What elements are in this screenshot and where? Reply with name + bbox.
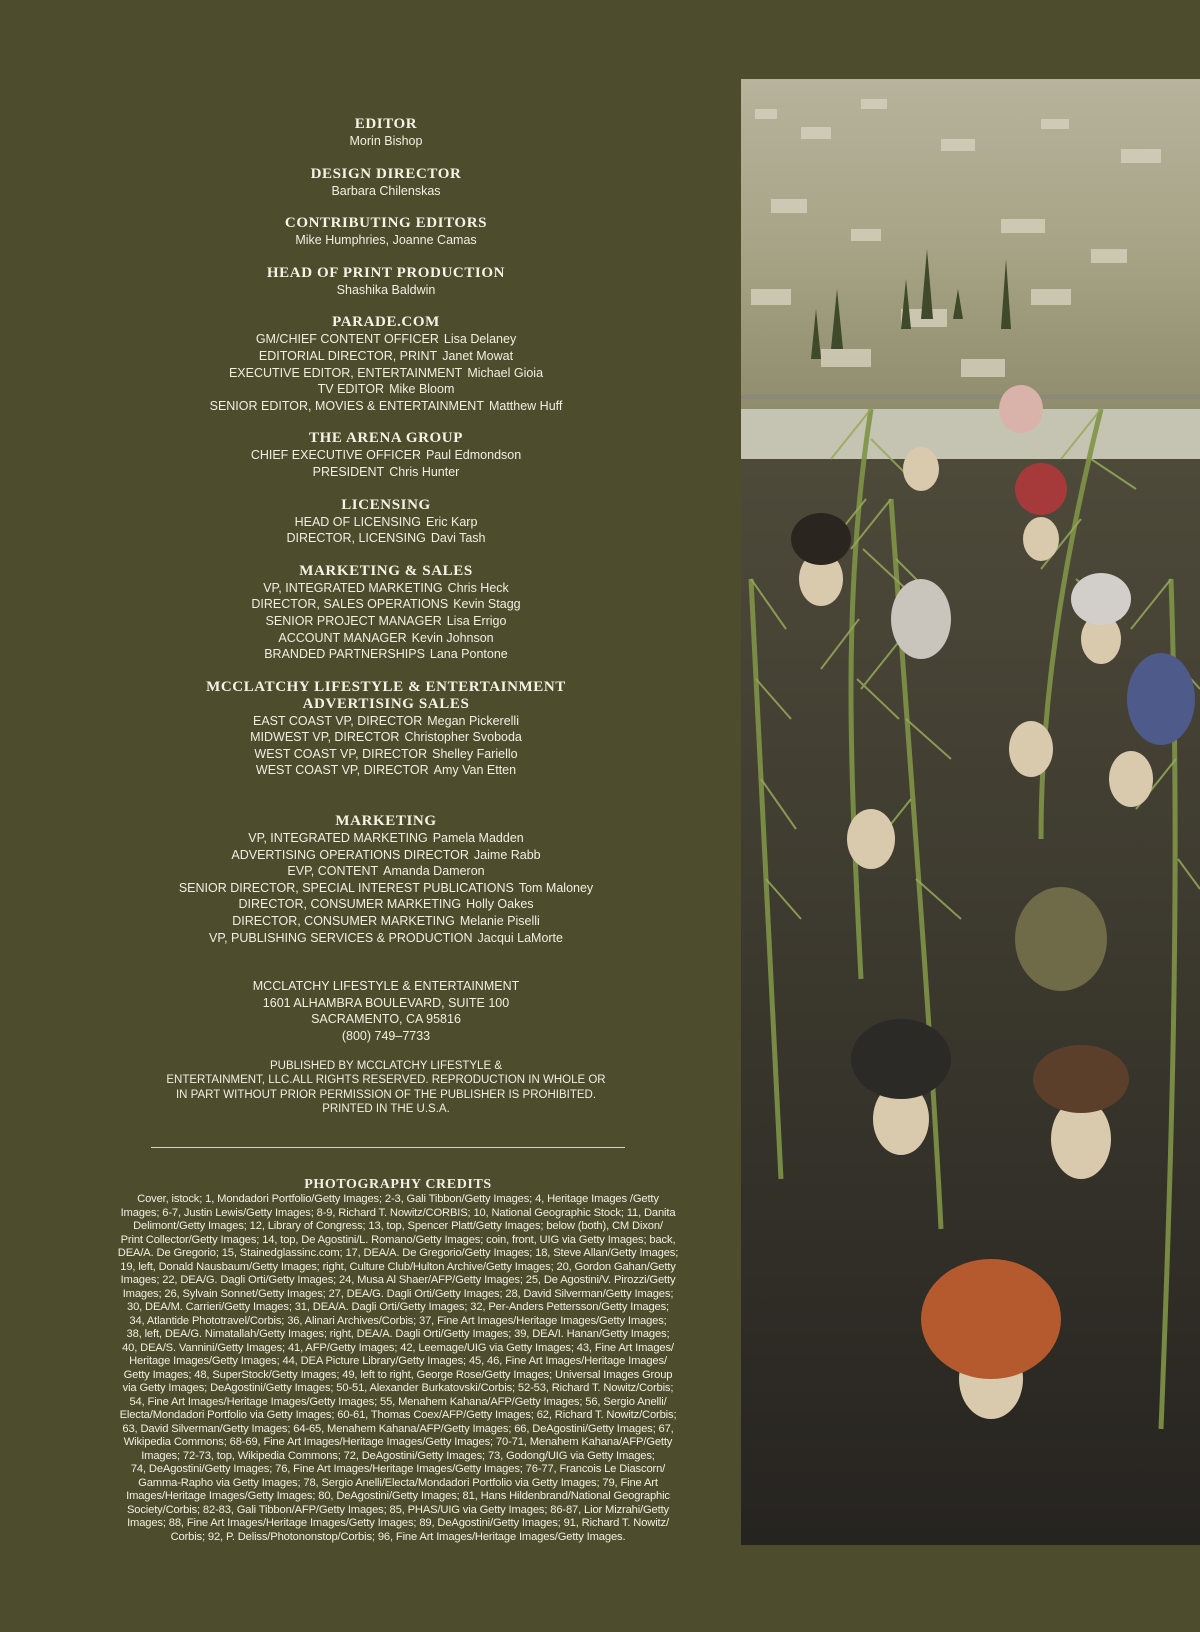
staff-line	[60, 232, 712, 249]
credits-line: Delimont/Getty Images; 12, Library of Congress; 13, top, Spencer Platt/Getty Images; below (both), CM Dixon/	[133, 1220, 663, 1232]
staff-role: ACCOUNT MANAGER	[278, 630, 407, 645]
credits-line: Society/Corbis; 82-83, Gali Tibbon/AFP/Getty Images; 85, PHAS/UIG via Getty Images; 86-87, Lior Mizrahi/Getty	[126, 1503, 669, 1516]
staff-name: Amy Van Etten	[433, 763, 517, 778]
section-marketing	[60, 813, 712, 946]
section-marketing-sales	[60, 563, 712, 663]
staff-line	[60, 183, 712, 200]
staff-name: Melanie Piselli	[459, 914, 540, 929]
credits-line: Images; 6-7, Justin Lewis/Getty Images; 8-9, Richard T. Nowitz/CORBIS; 10, National Geographic Stock; 11, Danita	[120, 1206, 676, 1219]
section-title: MARKETING	[335, 813, 437, 830]
staff-role: WEST COAST VP, DIRECTOR	[254, 746, 428, 761]
legal-line: ENTERTAINMENT, LLC.ALL RIGHTS RESERVED. REPRODUCTION IN WHOLE OR	[166, 1074, 606, 1087]
staff-line	[60, 847, 712, 864]
staff-role: SENIOR DIRECTOR, SPECIAL INTEREST PUBLICATIONS	[178, 880, 514, 895]
staff-name: Mike Humphries, Joanne Camas	[295, 233, 477, 248]
staff-name: Morin Bishop	[349, 134, 423, 148]
section-design-director	[60, 166, 712, 200]
staff-role: DIRECTOR, CONSUMER MARKETING	[232, 914, 455, 929]
credits-line: Heritage Images/Getty Images; 44, DEA Picture Library/Getty Images; 45, 46, Fine Art Images/Heritage Images/	[129, 1355, 667, 1367]
staff-role: CHIEF EXECUTIVE OFFICER	[250, 448, 421, 463]
staff-role: VP, PUBLISHING SERVICES & PRODUCTION	[209, 930, 473, 945]
credits-line: Print Collector/Getty Images; 14, top, De Agostini/L. Romano/Getty Images; coin, front, UIG via Getty Images; back,	[120, 1233, 676, 1246]
section-contributing-editors	[60, 215, 712, 249]
legal-notice	[60, 1059, 712, 1117]
staff-line	[60, 331, 712, 348]
credits-title: PHOTOGRAPHY CREDITS	[304, 1177, 492, 1192]
credits-line: Cover, istock; 1, Mondadori Portfolio/Getty Images; 2-3, Gali Tibbon/Getty Images; 4, Heritage Images /Getty	[137, 1193, 659, 1205]
staff-role: DIRECTOR, LICENSING	[286, 531, 426, 546]
staff-name: Jacqui LaMorte	[477, 930, 563, 945]
staff-line	[60, 896, 712, 913]
staff-name: Michael Gioia	[467, 365, 544, 380]
section-editor	[60, 116, 712, 150]
staff-name: Megan Pickerelli	[427, 713, 519, 728]
staff-line	[60, 381, 712, 398]
staff-line	[60, 282, 712, 299]
staff-line	[60, 762, 712, 779]
staff-role: PRESIDENT	[312, 464, 385, 479]
credits-line: Images/Heritage Images/Getty Images; 80, DeAgostini/Getty Images; 81, Hans Hildenbrand/National Geographic	[126, 1490, 670, 1502]
staff-line	[60, 398, 712, 415]
staff-line	[60, 348, 712, 365]
staff-line	[60, 464, 712, 481]
staff-role: HEAD OF LICENSING	[294, 514, 421, 529]
staff-line	[60, 646, 712, 663]
credits-line: Electa/Mondadori Portfolio via Getty Images; 60-61, Thomas Coex/AFP/Getty Images; 62, Richard T. Nowitz/Corbis;	[119, 1409, 677, 1421]
staff-name: Holly Oakes	[466, 897, 534, 912]
credits-line: Images; 88, Fine Art Images/Heritage Images/Getty Images; 89, DeAgostini/Getty Images; 91, Richard T. Nowitz/	[127, 1517, 669, 1529]
staff-role: EDITORIAL DIRECTOR, PRINT	[258, 348, 438, 363]
staff-line	[60, 365, 712, 382]
staff-line	[60, 596, 712, 613]
credits-line: 34, Atlantide Phototravel/Corbis; 36, Alinari Archives/Corbis; 37, Fine Art Images/Heritage Images/Getty Images;	[129, 1314, 667, 1327]
staff-line	[60, 713, 712, 730]
section-licensing	[60, 497, 712, 547]
credits-line: Wikipedia Commons; 68-69, Fine Art Images/Heritage Images/Getty Images; 70-71, Menahem Kahana/AFP/Getty	[123, 1436, 673, 1448]
staff-name: Lana Pontone	[429, 647, 508, 662]
credits-line: 54, Fine Art Images/Heritage Images/Getty Images; 55, Menahem Kahana/AFP/Getty Images; 56, Sergio Anelli/	[129, 1395, 667, 1408]
staff-line	[60, 630, 712, 647]
staff-line	[60, 580, 712, 597]
staff-name: Paul Edmondson	[425, 448, 522, 463]
photo-illustration	[741, 79, 1200, 1545]
staff-role: VP, INTEGRATED MARKETING	[263, 580, 443, 595]
credits-line: 19, left, Donald Nausbaum/Getty Images; right, Culture Club/Hulton Archive/Getty Images; 20, Gordon Gahan/Getty	[120, 1260, 676, 1273]
staff-role: ADVERTISING OPERATIONS DIRECTOR	[231, 847, 469, 862]
staff-name: Eric Karp	[426, 514, 478, 529]
staff-name: Lisa Errigo	[446, 613, 507, 628]
address-line: SACRAMENTO, CA 95816	[311, 1012, 461, 1027]
section-head-of-print	[60, 265, 712, 299]
staff-role: EVP, CONTENT	[287, 864, 379, 879]
staff-line	[60, 880, 712, 897]
legal-line: PRINTED IN THE U.S.A.	[322, 1103, 450, 1116]
staff-role: EXECUTIVE EDITOR, ENTERTAINMENT	[228, 365, 463, 380]
credits-body	[78, 1193, 718, 1544]
credits-line: Gamma-Rapho via Getty Images; 78, Sergio Anelli/Electa/Mondadori Portfolio via Getty Images; 79, Fine Art	[138, 1476, 658, 1489]
staff-name: Amanda Dameron	[383, 864, 485, 879]
credits-line: 40, DEA/S. Vannini/Getty Images; 41, AFP/Getty Images; 42, Leemage/UIG via Getty Images; 43, Fine Art Images/	[122, 1341, 674, 1354]
section-title: LICENSING	[341, 496, 431, 513]
address-phone: (800) 749–7733	[341, 1029, 431, 1043]
credits-line: 74, DeAgostini/Getty Images; 76, Fine Art Images/Heritage Images/Getty Images; 76-77, Francois Le Diascorn/	[130, 1463, 666, 1475]
credits-line: Images; 22, DEA/G. Dagli Orti/Getty Images; 24, Musa Al Shaer/AFP/Getty Images; 25, De Agostini/V. Pirozzi/Getty	[120, 1274, 676, 1286]
staff-name: Janet Mowat	[442, 348, 514, 363]
staff-name: Mike Bloom	[389, 382, 455, 397]
staff-role: EAST COAST VP, DIRECTOR	[253, 713, 423, 728]
staff-name: Kevin Stagg	[453, 597, 521, 612]
staff-role: DIRECTOR, CONSUMER MARKETING	[238, 897, 462, 912]
palm-procession-photo	[741, 79, 1200, 1545]
credits-line: DEA/A. De Gregorio; 15, Stainedglassinc.com; 17, DEA/A. De Gregorio/Getty Images; 18, Steve Allan/Getty Images;	[117, 1247, 679, 1259]
credits-line: 38, left, DEA/G. Nimatallah/Getty Images; right, DEA/A. Dagli Orti/Getty Images; 39, DEA/I. Hanan/Getty Images;	[126, 1328, 670, 1340]
staff-name: Shelley Fariello	[432, 746, 518, 761]
staff-name: Matthew Huff	[488, 398, 563, 413]
credits-line: Images; 72-73, top, Wikipedia Commons; 72, DeAgostini/Getty Images; 73, Godong/UIG via Getty Images;	[141, 1449, 655, 1462]
credits-line: 30, DEA/M. Carrieri/Getty Images; 31, DEA/A. Dagli Orti/Getty Images; 32, Per-Anders Pettersson/Getty Images;	[127, 1301, 669, 1313]
staff-role: SENIOR PROJECT MANAGER	[265, 613, 442, 628]
staff-role: WEST COAST VP, DIRECTOR	[255, 763, 429, 778]
staff-line	[60, 530, 712, 547]
staff-role: SENIOR EDITOR, MOVIES & ENTERTAINMENT	[209, 398, 484, 413]
staff-name: Shashika Baldwin	[336, 282, 436, 297]
credits-line: 63, David Silverman/Getty Images; 64-65, Menahem Kahana/AFP/Getty Images; 66, DeAgostini/Getty Images; 67,	[122, 1422, 674, 1435]
staff-name: Jaime Rabb	[473, 847, 541, 862]
photography-credits	[78, 1176, 718, 1544]
staff-line	[60, 930, 712, 947]
section-title: MARKETING & SALES	[299, 562, 473, 579]
masthead	[60, 116, 712, 1117]
section-title: DESIGN DIRECTOR	[310, 165, 462, 182]
section-advertising-sales	[60, 679, 712, 779]
section-parade	[60, 314, 712, 414]
legal-line: PUBLISHED BY MCCLATCHY LIFESTYLE &	[270, 1059, 502, 1072]
section-title: EDITOR	[354, 116, 418, 132]
staff-name: Tom Maloney	[518, 880, 594, 895]
staff-name: Lisa Delaney	[443, 332, 517, 347]
staff-name: Christopher Svoboda	[404, 730, 522, 745]
staff-line	[60, 613, 712, 630]
staff-line	[60, 514, 712, 531]
section-subtitle: ADVERTISING SALES	[302, 695, 470, 712]
section-arena-group	[60, 430, 712, 480]
staff-line	[60, 830, 712, 847]
staff-line	[60, 746, 712, 763]
staff-name: Barbara Chilenskas	[331, 183, 441, 198]
address-line: 1601 ALHAMBRA BOULEVARD, SUITE 100	[262, 995, 510, 1010]
staff-role: GM/CHIEF CONTENT OFFICER	[255, 332, 439, 347]
section-title: CONTRIBUTING EDITORS	[284, 215, 488, 232]
legal-line: IN PART WITHOUT PRIOR PERMISSION OF THE PUBLISHER IS PROHIBITED.	[175, 1088, 597, 1101]
credits-line: Corbis; 92, P. Deliss/Photononstop/Corbis; 96, Fine Art Images/Heritage Images/Getty Images.	[170, 1530, 626, 1543]
staff-name: Chris Hunter	[389, 464, 460, 479]
staff-line	[60, 729, 712, 746]
divider-rule	[151, 1147, 625, 1148]
staff-name: Chris Heck	[447, 580, 509, 595]
staff-line	[60, 863, 712, 880]
section-title: THE ARENA GROUP	[308, 430, 464, 447]
staff-role: TV EDITOR	[317, 382, 385, 397]
staff-line	[60, 913, 712, 930]
credits-line: Getty Images; 48, SuperStock/Getty Images; 49, left to right, George Rose/Getty Images; Universal Images Group	[123, 1368, 673, 1381]
section-title: MCCLATCHY LIFESTYLE & ENTERTAINMENT	[206, 678, 566, 695]
staff-name: Davi Tash	[430, 531, 486, 546]
staff-line	[60, 133, 712, 150]
staff-role: DIRECTOR, SALES OPERATIONS	[251, 597, 449, 612]
section-title: HEAD OF PRINT PRODUCTION	[266, 264, 506, 281]
credits-line: via Getty Images; DeAgostini/Getty Images; 50-51, Alexander Burkatovski/Corbis; 52-53, Richard T. Nowitz/Corbis;	[122, 1382, 674, 1394]
staff-line	[60, 447, 712, 464]
staff-role: BRANDED PARTNERSHIPS	[264, 647, 425, 662]
address-line: MCCLATCHY LIFESTYLE & ENTERTAINMENT	[252, 979, 520, 994]
staff-role: MIDWEST VP, DIRECTOR	[250, 730, 400, 745]
staff-name: Pamela Madden	[432, 831, 524, 846]
credits-line: Images; 26, Sylvain Sonnet/Getty Images; 27, DEA/G. Dagli Orti/Getty Images; 28, David Silverman/Getty Images;	[122, 1287, 674, 1300]
publisher-address	[60, 978, 712, 1044]
staff-role: VP, INTEGRATED MARKETING	[248, 831, 428, 846]
staff-name: Kevin Johnson	[411, 630, 494, 645]
section-title: PARADE.COM	[332, 314, 440, 331]
